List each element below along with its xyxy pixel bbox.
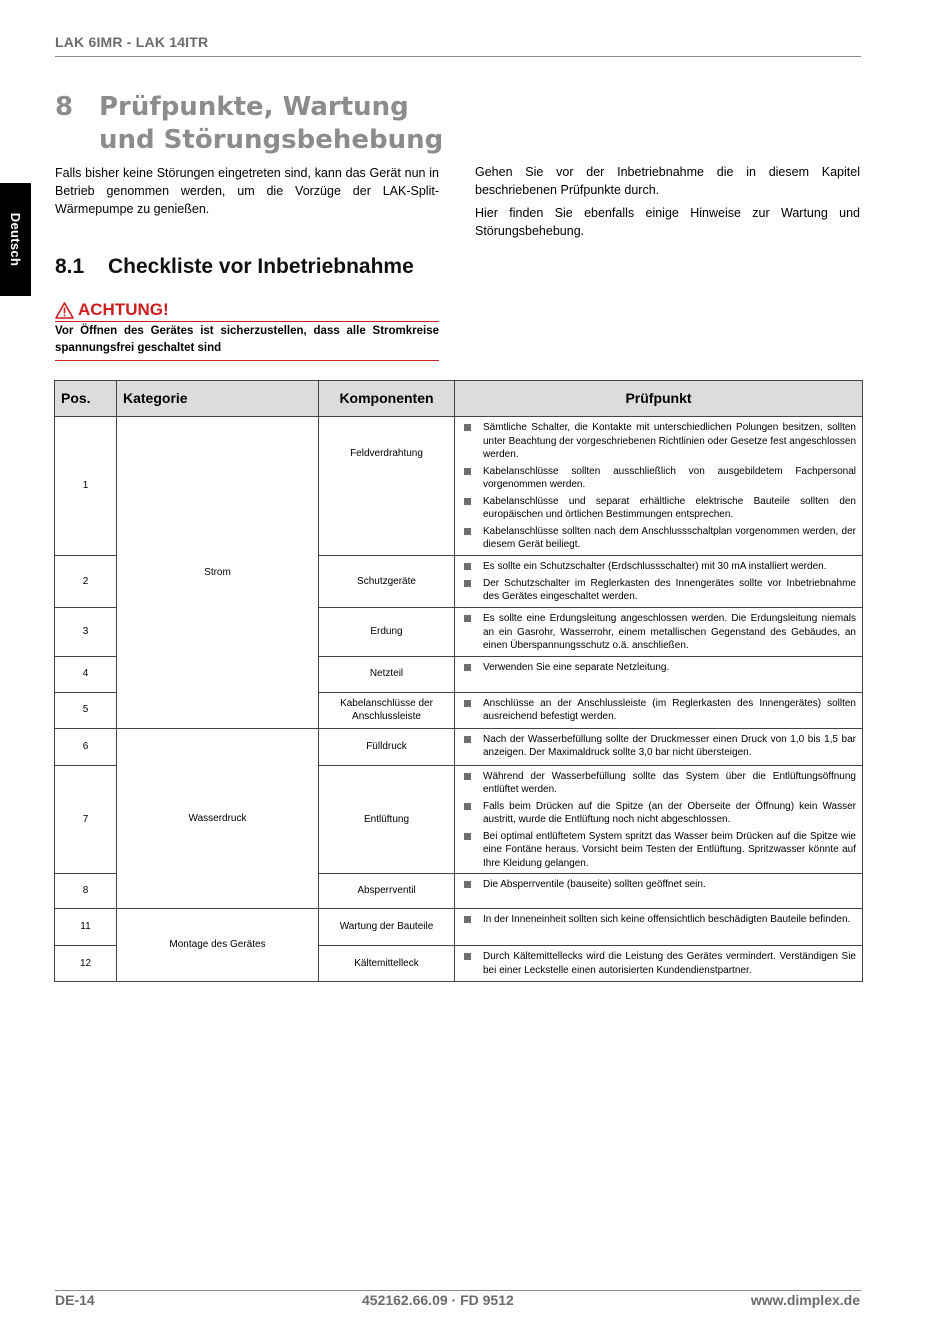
section-number: 8.1 xyxy=(55,255,85,278)
cell-checkpoints xyxy=(455,608,863,657)
cell-component: Erdung xyxy=(319,608,455,657)
cell-checkpoints xyxy=(455,417,863,556)
chapter-title-line1: Prüfpunkte, Wartung xyxy=(99,92,409,122)
header-kategorie: Kategorie xyxy=(117,381,319,417)
footer-doc-number: 452162.66.09 · FD 9512 xyxy=(362,1292,514,1308)
table-row xyxy=(55,728,863,765)
cell-component: Schutzgeräte xyxy=(319,556,455,608)
warning-bottom-rule xyxy=(55,360,439,361)
cell-pos: 1 xyxy=(55,417,117,556)
cell-pos: 11 xyxy=(55,909,117,946)
cell-pos: 12 xyxy=(55,946,117,982)
cell-checkpoints xyxy=(455,728,863,765)
section-title: Checkliste vor Inbetriebnahme xyxy=(108,255,414,278)
table-header-row xyxy=(55,381,863,417)
intro-right-paragraph-2: Hier finden Sie ebenfalls einige Hinweise zur Wartung und Störungsbehebung. xyxy=(475,206,860,238)
language-tab xyxy=(0,183,31,296)
checkpoint-item: Verwenden Sie eine separate Netzleitung. xyxy=(463,661,856,675)
cell-component: Kältemittelleck xyxy=(319,946,455,982)
warning-title: ACHTUNG! xyxy=(78,300,169,319)
intro-right-column xyxy=(475,163,860,245)
checkpoint-item: Kabelanschlüsse und separat erhältliche elektrische Bauteile sollten den europäischen und örtlichen Bestimmungen entsprechen. xyxy=(463,495,856,522)
checkpoint-item: Bei optimal entlüftetem System spritzt das Wasser beim Drücken auf die Spitze wie eine Fontäne heraus. Vorsicht beim Testen der Entlüftung. Spritzwasser könnte auf Ihre Kleidung gelangen. xyxy=(463,830,856,871)
document-header-title: LAK 6IMR - LAK 14ITR xyxy=(55,34,209,50)
checkpoint-item: Es sollte ein Schutzschalter (Erdschlussschalter) mit 30 mA installiert werden. xyxy=(463,560,856,574)
intro-left-column xyxy=(55,164,439,223)
cell-pos: 7 xyxy=(55,765,117,874)
footer-page-number: DE-14 xyxy=(55,1292,95,1308)
cell-category-wasserdruck: Wasserdruck xyxy=(117,728,319,909)
checkpoint-item: Der Schutzschalter im Reglerkasten des Innengerätes sollte vor Inbetriebnahme des Gerätes eingeschaltet werden. xyxy=(463,577,856,604)
chapter-title-line2: und Störungsbehebung xyxy=(99,125,444,155)
cell-component: Wartung der Bauteile xyxy=(319,909,455,946)
cell-checkpoints xyxy=(455,909,863,946)
header-pos: Pos. xyxy=(55,381,117,417)
checkpoint-item: Falls beim Drücken auf die Spitze (an der Oberseite der Öffnung) kein Wasser austritt, wurde die Entlüftung noch nicht abgeschlossen. xyxy=(463,800,856,827)
cell-pos: 5 xyxy=(55,692,117,728)
intro-left-text: Falls bisher keine Störungen eingetreten sind, kann das Gerät nun in Betrieb genommen werden, um die Vorzüge der LAK-Split-Wärmepumpe zu genießen. xyxy=(55,166,439,216)
header-pruefpunkt: Prüfpunkt xyxy=(455,381,863,417)
cell-component: Entlüftung xyxy=(319,765,455,874)
cell-pos: 2 xyxy=(55,556,117,608)
cell-checkpoints xyxy=(455,946,863,982)
checkpoint-item: Nach der Wasserbefüllung sollte der Druckmesser einen Druck von 1,0 bis 1,5 bar anzeigen. Der Maximaldruck sollte 3,0 bar nicht übersteigen. xyxy=(463,733,856,760)
checkpoint-item: Es sollte eine Erdungsleitung angeschlossen werden. Die Erdungsleitung niemals an ein Gasrohr, Wasserrohr, einem metallischen Gegenstand des Gebäudes, an einen Überspannungsschutz o.ä. anschließen. xyxy=(463,612,856,653)
cell-component: Absperrventil xyxy=(319,874,455,909)
cell-category-montage: Montage des Gerätes xyxy=(117,909,319,982)
language-tab-label: Deutsch xyxy=(8,212,24,267)
warning-triangle-icon xyxy=(55,302,74,319)
footer-website-link[interactable]: www.dimplex.de xyxy=(750,1292,860,1308)
checkpoint-item: Kabelanschlüsse sollten ausschließlich von ausgebildetem Fachpersonal vorgenommen werden. xyxy=(463,465,856,492)
table-row xyxy=(55,909,863,946)
cell-pos: 3 xyxy=(55,608,117,657)
footer-divider xyxy=(55,1290,861,1291)
intro-right-paragraph-1: Gehen Sie vor der Inbetriebnahme die in diesem Kapitel beschriebenen Prüfpunkte durch. xyxy=(475,165,860,197)
checklist-table xyxy=(54,380,863,982)
cell-pos: 6 xyxy=(55,728,117,765)
table-row xyxy=(55,417,863,556)
header-komponenten: Komponenten xyxy=(319,381,455,417)
cell-pos: 4 xyxy=(55,656,117,692)
cell-component: Fülldruck xyxy=(319,728,455,765)
cell-component: Kabelanschlüsse der Anschlussleiste xyxy=(319,692,455,728)
cell-component: Feldverdrahtung xyxy=(319,417,455,556)
header-divider xyxy=(55,56,861,57)
chapter-number: 8 xyxy=(55,92,74,122)
checkpoint-item: Sämtliche Schalter, die Kontakte mit unterschiedlichen Polungen besitzen, sollten unter Beachtung der vorgeschriebenen Richtlinien oder Gesetze fest angeschlossen werden. xyxy=(463,421,856,462)
cell-checkpoints xyxy=(455,692,863,728)
cell-category-strom: Strom xyxy=(117,417,319,729)
checkpoint-item: Kabelanschlüsse sollten nach dem Anschlussschaltplan vorgenommen werden, der diesem Gerät beiliegt. xyxy=(463,525,856,552)
chapter-heading xyxy=(55,91,443,157)
section-heading xyxy=(55,255,414,279)
checkpoint-item: Die Absperrventile (bauseite) sollten geöffnet sein. xyxy=(463,878,856,892)
cell-component: Netzteil xyxy=(319,656,455,692)
warning-box xyxy=(55,300,439,361)
warning-header xyxy=(55,300,439,320)
cell-checkpoints xyxy=(455,765,863,874)
cell-checkpoints xyxy=(455,556,863,608)
cell-checkpoints xyxy=(455,874,863,909)
checkpoint-item: Durch Kältemittellecks wird die Leistung des Gerätes vermindert. Verständigen Sie bei einer Leckstelle einen autorisierten Kundendienstpartner. xyxy=(463,950,856,977)
checkpoint-item: In der Inneneinheit sollten sich keine offensichtlich beschädigten Bauteile befinden. xyxy=(463,913,856,927)
cell-checkpoints xyxy=(455,656,863,692)
cell-pos: 8 xyxy=(55,874,117,909)
checkpoint-item: Während der Wasserbefüllung sollte das System über die Entlüftungsöffnung entlüftet werden. xyxy=(463,770,856,797)
warning-text: Vor Öffnen des Gerätes ist sicherzustellen, dass alle Stromkreise spannungsfrei geschaltet sind xyxy=(55,325,439,354)
checkpoint-item: Anschlüsse an der Anschlussleiste (im Reglerkasten des Innengerätes) sollten ausreichend befestigt werden. xyxy=(463,697,856,724)
